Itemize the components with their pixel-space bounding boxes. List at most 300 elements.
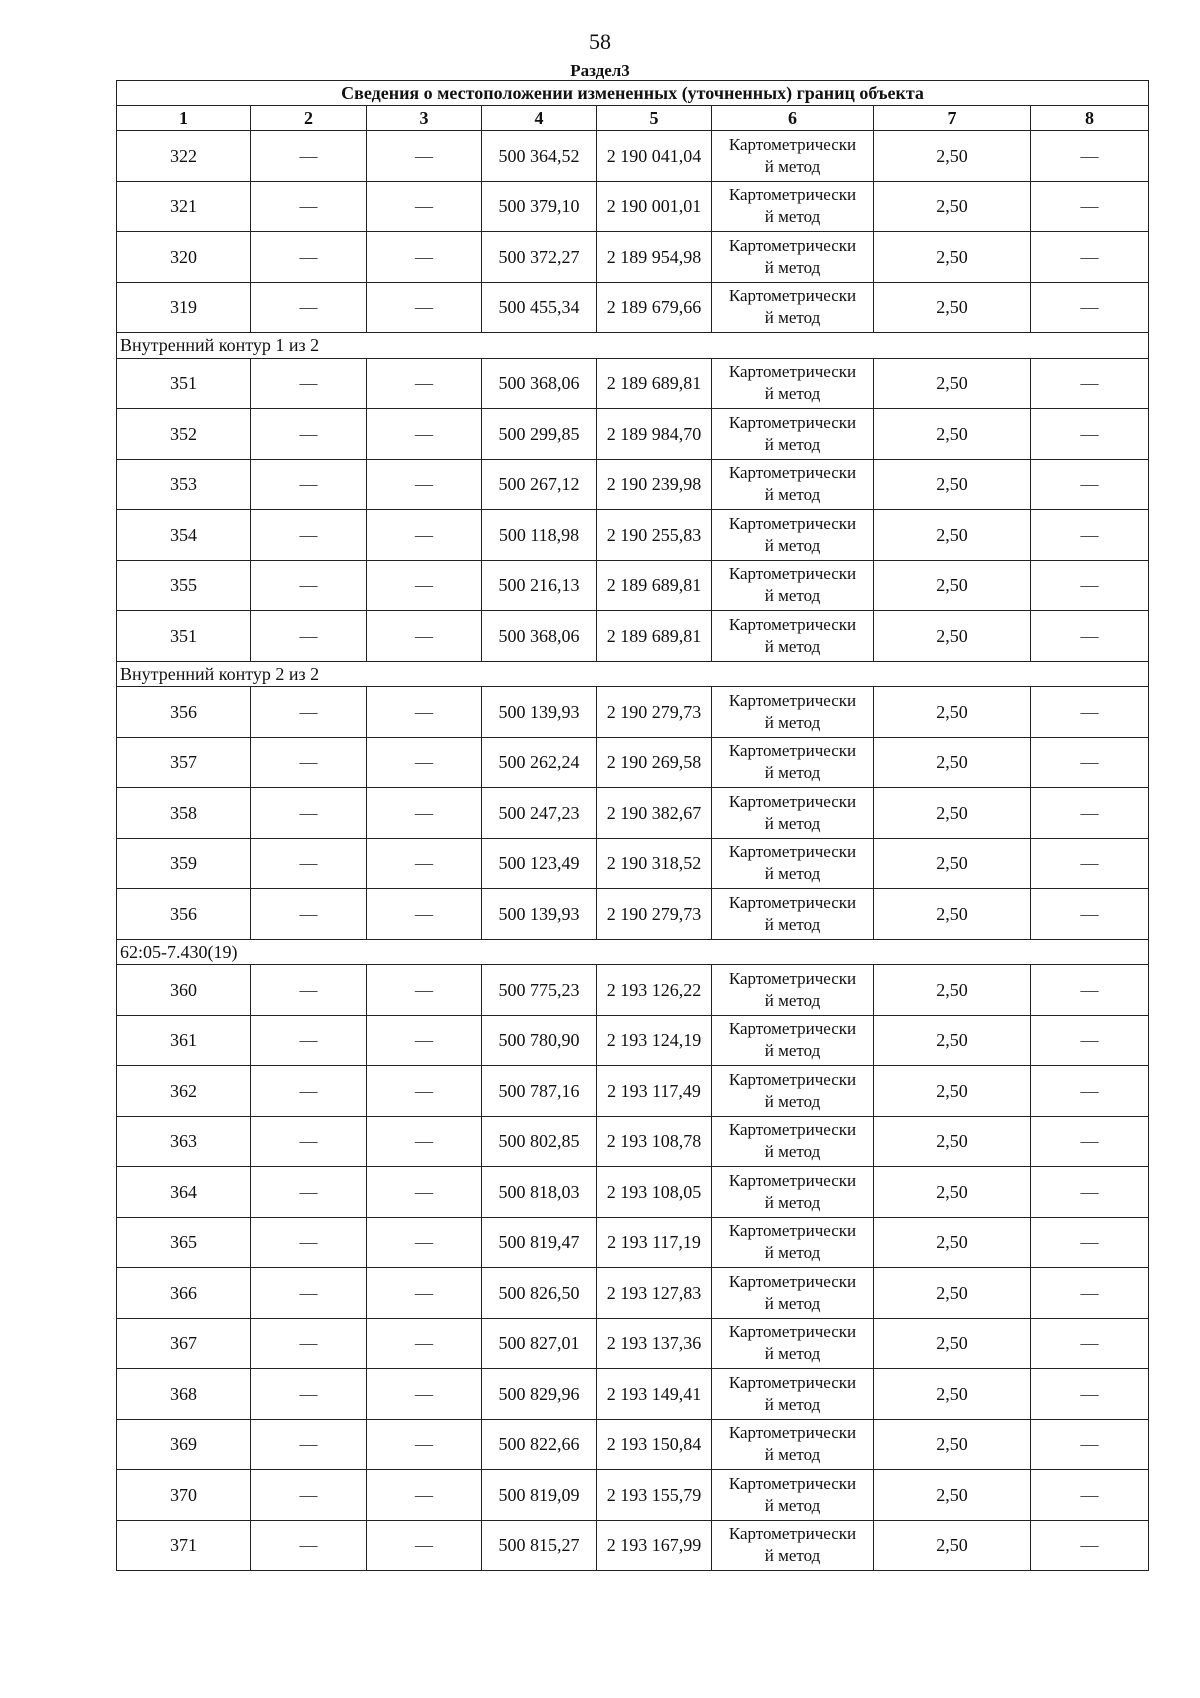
column-header: 7 (874, 106, 1031, 131)
table-row (117, 1268, 1149, 1319)
method-line-2: й метод (764, 207, 821, 227)
method-line-2: й метод (764, 1293, 821, 1313)
col2-cell: — (251, 409, 367, 460)
y-coordinate-cell: 2 190 001,01 (597, 181, 712, 232)
col8-cell: — (1031, 1217, 1149, 1268)
point-number-cell: 366 (117, 1268, 251, 1319)
precision-cell: 2,50 (874, 282, 1031, 333)
y-coordinate-cell: 2 193 126,22 (597, 965, 712, 1016)
precision-cell: 2,50 (874, 788, 1031, 839)
col2-cell: — (251, 737, 367, 788)
y-coordinate-cell: 2 193 108,78 (597, 1116, 712, 1167)
table-header-row (117, 106, 1149, 131)
precision-cell: 2,50 (874, 232, 1031, 283)
method-cell (712, 1015, 874, 1066)
col3-cell: — (367, 510, 482, 561)
col2-cell: — (251, 459, 367, 510)
y-coordinate-cell: 2 189 689,81 (597, 358, 712, 409)
column-header: 8 (1031, 106, 1149, 131)
point-number-cell: 358 (117, 788, 251, 839)
col2-cell: — (251, 1217, 367, 1268)
table-row (117, 1167, 1149, 1218)
contour-heading-row (117, 661, 1149, 687)
y-coordinate-cell: 2 193 117,49 (597, 1066, 712, 1117)
col3-cell: — (367, 1520, 482, 1571)
method-cell (712, 131, 874, 182)
y-coordinate-cell: 2 190 382,67 (597, 788, 712, 839)
col3-cell: — (367, 611, 482, 662)
point-number-cell: 369 (117, 1419, 251, 1470)
point-number-cell: 370 (117, 1470, 251, 1521)
table-row (117, 510, 1149, 561)
method-line-1: Картометрически (728, 1019, 857, 1039)
method-line-2: й метод (764, 1445, 821, 1465)
col8-cell: — (1031, 358, 1149, 409)
method-cell (712, 889, 874, 940)
column-header: 3 (367, 106, 482, 131)
method-line-2: й метод (764, 1344, 821, 1364)
precision-cell: 2,50 (874, 1015, 1031, 1066)
y-coordinate-cell: 2 189 689,81 (597, 611, 712, 662)
col3-cell: — (367, 282, 482, 333)
x-coordinate-cell: 500 216,13 (482, 560, 597, 611)
x-coordinate-cell: 500 829,96 (482, 1369, 597, 1420)
col2-cell: — (251, 889, 367, 940)
method-line-2: й метод (764, 864, 821, 884)
method-line-1: Картометрически (728, 564, 857, 584)
col2-cell: — (251, 687, 367, 738)
method-line-1: Картометрически (728, 791, 857, 811)
x-coordinate-cell: 500 455,34 (482, 282, 597, 333)
point-number-cell: 371 (117, 1520, 251, 1571)
precision-cell: 2,50 (874, 889, 1031, 940)
method-line-1: Картометрически (728, 741, 857, 761)
method-cell (712, 1066, 874, 1117)
method-line-1: Картометрически (728, 1372, 857, 1392)
col2-cell: — (251, 282, 367, 333)
table-row (117, 1116, 1149, 1167)
col3-cell: — (367, 409, 482, 460)
col8-cell: — (1031, 1167, 1149, 1218)
table-row (117, 965, 1149, 1016)
precision-cell: 2,50 (874, 687, 1031, 738)
table-row (117, 838, 1149, 889)
method-line-2: й метод (764, 384, 821, 404)
x-coordinate-cell: 500 815,27 (482, 1520, 597, 1571)
col2-cell: — (251, 131, 367, 182)
point-number-cell: 356 (117, 889, 251, 940)
table-row (117, 1015, 1149, 1066)
precision-cell: 2,50 (874, 1369, 1031, 1420)
table-row (117, 560, 1149, 611)
precision-cell: 2,50 (874, 459, 1031, 510)
method-cell (712, 1470, 874, 1521)
x-coordinate-cell: 500 118,98 (482, 510, 597, 561)
col8-cell: — (1031, 687, 1149, 738)
x-coordinate-cell: 500 262,24 (482, 737, 597, 788)
point-number-cell: 359 (117, 838, 251, 889)
point-number-cell: 361 (117, 1015, 251, 1066)
column-header: 1 (117, 106, 251, 131)
col2-cell: — (251, 611, 367, 662)
table-row (117, 1369, 1149, 1420)
col8-cell: — (1031, 459, 1149, 510)
y-coordinate-cell: 2 189 954,98 (597, 232, 712, 283)
method-line-1: Картометрически (728, 513, 857, 533)
method-cell (712, 181, 874, 232)
method-line-2: й метод (764, 1495, 821, 1515)
precision-cell: 2,50 (874, 1217, 1031, 1268)
method-line-2: й метод (764, 1041, 821, 1061)
x-coordinate-cell: 500 299,85 (482, 409, 597, 460)
col2-cell: — (251, 1470, 367, 1521)
column-header: 2 (251, 106, 367, 131)
method-line-1: Картометрически (728, 134, 857, 154)
method-line-1: Картометрически (728, 1069, 857, 1089)
y-coordinate-cell: 2 190 041,04 (597, 131, 712, 182)
point-number-cell: 321 (117, 181, 251, 232)
col8-cell: — (1031, 1419, 1149, 1470)
y-coordinate-cell: 2 190 269,58 (597, 737, 712, 788)
precision-cell: 2,50 (874, 510, 1031, 561)
precision-cell: 2,50 (874, 737, 1031, 788)
x-coordinate-cell: 500 379,10 (482, 181, 597, 232)
x-coordinate-cell: 500 123,49 (482, 838, 597, 889)
method-line-2: й метод (764, 712, 821, 732)
method-line-2: й метод (764, 485, 821, 505)
point-number-cell: 363 (117, 1116, 251, 1167)
point-number-cell: 352 (117, 409, 251, 460)
col2-cell: — (251, 1369, 367, 1420)
table-row (117, 358, 1149, 409)
contour-heading-row (117, 333, 1149, 359)
method-cell (712, 1520, 874, 1571)
precision-cell: 2,50 (874, 1470, 1031, 1521)
precision-cell: 2,50 (874, 409, 1031, 460)
col3-cell: — (367, 459, 482, 510)
y-coordinate-cell: 2 190 239,98 (597, 459, 712, 510)
col2-cell: — (251, 1066, 367, 1117)
col8-cell: — (1031, 1116, 1149, 1167)
method-line-2: й метод (764, 763, 821, 783)
col2-cell: — (251, 1520, 367, 1571)
col2-cell: — (251, 1116, 367, 1167)
method-line-1: Картометрически (728, 1120, 857, 1140)
method-line-1: Картометрически (728, 690, 857, 710)
x-coordinate-cell: 500 368,06 (482, 358, 597, 409)
method-line-1: Картометрически (728, 892, 857, 912)
method-cell (712, 1369, 874, 1420)
precision-cell: 2,50 (874, 611, 1031, 662)
method-cell (712, 409, 874, 460)
col2-cell: — (251, 1268, 367, 1319)
method-line-1: Картометрически (728, 1423, 857, 1443)
col3-cell: — (367, 737, 482, 788)
precision-cell: 2,50 (874, 1167, 1031, 1218)
col3-cell: — (367, 358, 482, 409)
col2-cell: — (251, 788, 367, 839)
x-coordinate-cell: 500 139,93 (482, 889, 597, 940)
method-cell (712, 1217, 874, 1268)
section-title: Раздел3 (570, 61, 630, 80)
col8-cell: — (1031, 1066, 1149, 1117)
x-coordinate-cell: 500 822,66 (482, 1419, 597, 1470)
table-caption: Сведения о местоположении измененных (уточненных) границ объекта (117, 81, 1149, 106)
table-row (117, 1318, 1149, 1369)
x-coordinate-cell: 500 139,93 (482, 687, 597, 738)
x-coordinate-cell: 500 819,09 (482, 1470, 597, 1521)
table-row (117, 737, 1149, 788)
col2-cell: — (251, 838, 367, 889)
method-line-2: й метод (764, 813, 821, 833)
point-number-cell: 365 (117, 1217, 251, 1268)
col3-cell: — (367, 1369, 482, 1420)
method-cell (712, 687, 874, 738)
col3-cell: — (367, 1167, 482, 1218)
point-number-cell: 362 (117, 1066, 251, 1117)
col8-cell: — (1031, 181, 1149, 232)
col2-cell: — (251, 1167, 367, 1218)
table-row (117, 1419, 1149, 1470)
contour-heading-row (117, 939, 1149, 965)
method-line-1: Картометрически (728, 968, 857, 988)
col8-cell: — (1031, 1268, 1149, 1319)
column-header: 4 (482, 106, 597, 131)
point-number-cell: 320 (117, 232, 251, 283)
point-number-cell: 351 (117, 358, 251, 409)
method-cell (712, 1419, 874, 1470)
contour-heading: Внутренний контур 2 из 2 (117, 661, 1149, 687)
table-row (117, 1520, 1149, 1571)
table-row (117, 459, 1149, 510)
y-coordinate-cell: 2 190 318,52 (597, 838, 712, 889)
method-line-1: Картометрически (728, 842, 857, 862)
column-header: 5 (597, 106, 712, 131)
method-line-2: й метод (764, 156, 821, 176)
y-coordinate-cell: 2 190 255,83 (597, 510, 712, 561)
method-cell (712, 611, 874, 662)
col8-cell: — (1031, 560, 1149, 611)
point-number-cell: 368 (117, 1369, 251, 1420)
precision-cell: 2,50 (874, 1268, 1031, 1319)
col8-cell: — (1031, 611, 1149, 662)
table-row (117, 1066, 1149, 1117)
col2-cell: — (251, 1419, 367, 1470)
method-line-1: Картометрически (728, 1322, 857, 1342)
point-number-cell: 364 (117, 1167, 251, 1218)
point-number-cell: 354 (117, 510, 251, 561)
method-line-2: й метод (764, 990, 821, 1010)
col2-cell: — (251, 232, 367, 283)
y-coordinate-cell: 2 193 167,99 (597, 1520, 712, 1571)
col3-cell: — (367, 1066, 482, 1117)
method-line-1: Картометрически (728, 614, 857, 634)
method-line-1: Картометрически (728, 412, 857, 432)
col3-cell: — (367, 889, 482, 940)
x-coordinate-cell: 500 780,90 (482, 1015, 597, 1066)
col3-cell: — (367, 1268, 482, 1319)
x-coordinate-cell: 500 819,47 (482, 1217, 597, 1268)
method-cell (712, 737, 874, 788)
y-coordinate-cell: 2 193 127,83 (597, 1268, 712, 1319)
method-line-2: й метод (764, 1546, 821, 1566)
point-number-cell: 360 (117, 965, 251, 1016)
method-line-1: Картометрически (728, 185, 857, 205)
table-row (117, 232, 1149, 283)
method-line-2: й метод (764, 1192, 821, 1212)
col3-cell: — (367, 560, 482, 611)
method-line-2: й метод (764, 1394, 821, 1414)
method-line-1: Картометрически (728, 1473, 857, 1493)
method-line-1: Картометрически (728, 463, 857, 483)
col8-cell: — (1031, 965, 1149, 1016)
x-coordinate-cell: 500 826,50 (482, 1268, 597, 1319)
col8-cell: — (1031, 889, 1149, 940)
x-coordinate-cell: 500 802,85 (482, 1116, 597, 1167)
method-line-1: Картометрически (728, 1170, 857, 1190)
precision-cell: 2,50 (874, 1419, 1031, 1470)
x-coordinate-cell: 500 775,23 (482, 965, 597, 1016)
y-coordinate-cell: 2 189 984,70 (597, 409, 712, 460)
point-number-cell: 367 (117, 1318, 251, 1369)
col8-cell: — (1031, 409, 1149, 460)
x-coordinate-cell: 500 247,23 (482, 788, 597, 839)
col2-cell: — (251, 1318, 367, 1369)
method-line-1: Картометрически (728, 286, 857, 306)
table-row (117, 131, 1149, 182)
method-cell (712, 358, 874, 409)
col2-cell: — (251, 510, 367, 561)
x-coordinate-cell: 500 827,01 (482, 1318, 597, 1369)
col8-cell: — (1031, 1369, 1149, 1420)
col2-cell: — (251, 358, 367, 409)
col3-cell: — (367, 1419, 482, 1470)
col3-cell: — (367, 1470, 482, 1521)
y-coordinate-cell: 2 190 279,73 (597, 687, 712, 738)
precision-cell: 2,50 (874, 131, 1031, 182)
x-coordinate-cell: 500 368,06 (482, 611, 597, 662)
y-coordinate-cell: 2 189 679,66 (597, 282, 712, 333)
precision-cell: 2,50 (874, 1318, 1031, 1369)
col3-cell: — (367, 687, 482, 738)
precision-cell: 2,50 (874, 965, 1031, 1016)
table-row (117, 1470, 1149, 1521)
col3-cell: — (367, 838, 482, 889)
method-cell (712, 459, 874, 510)
contour-heading: 62:05-7.430(19) (117, 939, 1149, 965)
method-line-2: й метод (764, 1243, 821, 1263)
y-coordinate-cell: 2 193 117,19 (597, 1217, 712, 1268)
method-line-2: й метод (764, 914, 821, 934)
col8-cell: — (1031, 788, 1149, 839)
method-line-2: й метод (764, 434, 821, 454)
col3-cell: — (367, 1116, 482, 1167)
col8-cell: — (1031, 282, 1149, 333)
precision-cell: 2,50 (874, 560, 1031, 611)
contour-heading: Внутренний контур 1 из 2 (117, 333, 1149, 359)
method-line-1: Картометрически (728, 235, 857, 255)
point-number-cell: 355 (117, 560, 251, 611)
x-coordinate-cell: 500 818,03 (482, 1167, 597, 1218)
y-coordinate-cell: 2 190 279,73 (597, 889, 712, 940)
method-line-2: й метод (764, 1142, 821, 1162)
point-number-cell: 319 (117, 282, 251, 333)
column-header: 6 (712, 106, 874, 131)
method-line-2: й метод (764, 586, 821, 606)
page-number: 58 (589, 29, 611, 54)
method-cell (712, 1116, 874, 1167)
col2-cell: — (251, 560, 367, 611)
method-cell (712, 510, 874, 561)
y-coordinate-cell: 2 193 150,84 (597, 1419, 712, 1470)
col3-cell: — (367, 1015, 482, 1066)
col8-cell: — (1031, 510, 1149, 561)
col8-cell: — (1031, 838, 1149, 889)
col3-cell: — (367, 788, 482, 839)
col8-cell: — (1031, 232, 1149, 283)
method-cell (712, 838, 874, 889)
y-coordinate-cell: 2 193 149,41 (597, 1369, 712, 1420)
x-coordinate-cell: 500 364,52 (482, 131, 597, 182)
precision-cell: 2,50 (874, 838, 1031, 889)
col8-cell: — (1031, 1520, 1149, 1571)
x-coordinate-cell: 500 787,16 (482, 1066, 597, 1117)
point-number-cell: 356 (117, 687, 251, 738)
table-row (117, 889, 1149, 940)
col2-cell: — (251, 181, 367, 232)
table-row (117, 687, 1149, 738)
col3-cell: — (367, 131, 482, 182)
method-line-2: й метод (764, 257, 821, 277)
method-line-2: й метод (764, 636, 821, 656)
col3-cell: — (367, 1217, 482, 1268)
method-line-2: й метод (764, 535, 821, 555)
table-row (117, 282, 1149, 333)
point-number-cell: 351 (117, 611, 251, 662)
col8-cell: — (1031, 737, 1149, 788)
method-cell (712, 788, 874, 839)
method-cell (712, 560, 874, 611)
point-number-cell: 357 (117, 737, 251, 788)
coordinates-table (116, 80, 1149, 1571)
col3-cell: — (367, 181, 482, 232)
x-coordinate-cell: 500 267,12 (482, 459, 597, 510)
col3-cell: — (367, 232, 482, 283)
method-cell (712, 1167, 874, 1218)
table-row (117, 1217, 1149, 1268)
method-line-1: Картометрически (728, 362, 857, 382)
method-cell (712, 282, 874, 333)
precision-cell: 2,50 (874, 1520, 1031, 1571)
table-row (117, 611, 1149, 662)
precision-cell: 2,50 (874, 181, 1031, 232)
x-coordinate-cell: 500 372,27 (482, 232, 597, 283)
method-line-2: й метод (764, 1091, 821, 1111)
precision-cell: 2,50 (874, 1116, 1031, 1167)
y-coordinate-cell: 2 193 155,79 (597, 1470, 712, 1521)
method-line-2: й метод (764, 308, 821, 328)
precision-cell: 2,50 (874, 358, 1031, 409)
y-coordinate-cell: 2 189 689,81 (597, 560, 712, 611)
col8-cell: — (1031, 1470, 1149, 1521)
precision-cell: 2,50 (874, 1066, 1031, 1117)
table-row (117, 409, 1149, 460)
y-coordinate-cell: 2 193 137,36 (597, 1318, 712, 1369)
method-cell (712, 1318, 874, 1369)
method-line-1: Картометрически (728, 1271, 857, 1291)
method-cell (712, 965, 874, 1016)
col8-cell: — (1031, 131, 1149, 182)
